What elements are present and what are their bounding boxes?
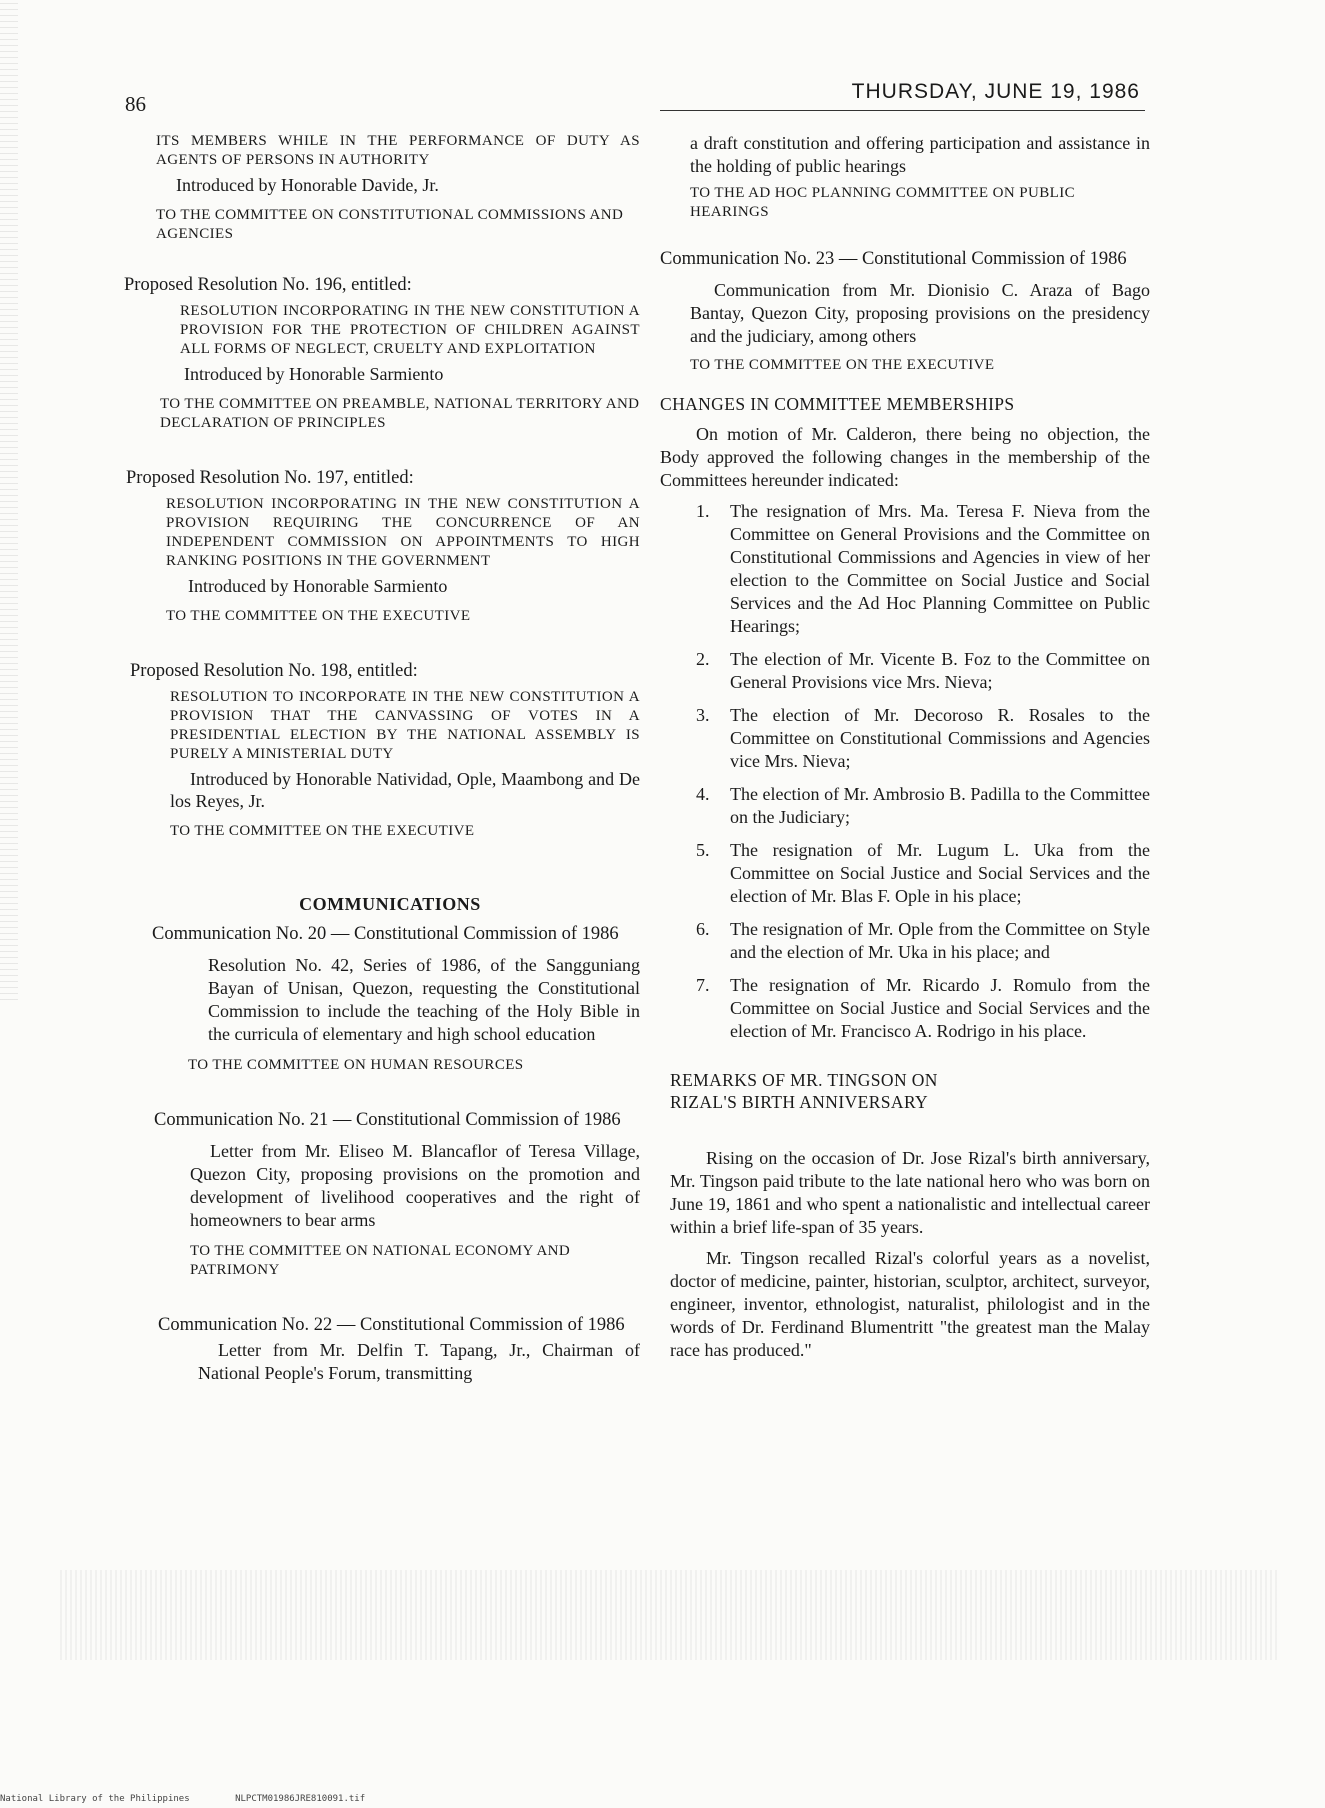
committee-referral: TO THE COMMITTEE ON CONSTITUTIONAL COMMISSIONS AND AGENCIES [156, 207, 624, 242]
item-number: 7. [696, 975, 710, 995]
communication-22 [158, 1314, 640, 1385]
item-text: The resignation of Mrs. Ma. Teresa F. Nieva from the Committee on General Provisions and the Committee on Constitutional Commissions and Agencies in view of her election to the Committee on Social Justice and Social Services and the Ad Hoc Planning Committee on Public Hearings; [730, 501, 1150, 636]
item-number: 4. [696, 784, 710, 804]
communication-body: Letter from Mr. Eliseo M. Blancaflor of Teresa Village, Quezon City, proposing provisions on the promotion and development of livelihood cooperatives and the right of homeowners to bear arms [190, 1141, 640, 1230]
remarks-paragraph: Rising on the occasion of Dr. Jose Rizal's birth anniversary, Mr. Tingson paid tribute to the late national hero who was born on June 19, 1861 and who spent a nationalistic and intellectual career within a brief life-span of 35 years. [670, 1148, 1150, 1237]
item-number: 3. [696, 705, 710, 725]
item-number: 5. [696, 840, 710, 860]
item-text: The resignation of Mr. Ricardo J. Romulo from the Committee on Social Justice and Social Services and the election of Mr. Francisco A. Rodrigo in his place. [730, 975, 1150, 1041]
list-item [660, 783, 1150, 829]
committee-referral: TO THE COMMITTEE ON THE EXECUTIVE [166, 608, 471, 624]
communication-body: Communication from Mr. Dionisio C. Araza of Bago Bantay, Quezon City, proposing provisions on the presidency and the judiciary, among others [690, 280, 1150, 346]
resolution-title: ITS MEMBERS WHILE IN THE PERFORMANCE OF DUTY AS AGENTS OF PERSONS IN AUTHORITY [156, 133, 640, 168]
introduced-by: Introduced by Honorable Sarmiento [188, 576, 448, 596]
communication-body: Letter from Mr. Delfin T. Tapang, Jr., Chairman of National People's Forum, transmitting [198, 1340, 640, 1383]
resolution-heading: Proposed Resolution No. 196, entitled: [124, 275, 412, 295]
list-item [660, 704, 1150, 773]
communication-heading: Communication No. 20 — Constitutional Commission of 1986 [152, 924, 619, 944]
communication-21 [154, 1109, 640, 1280]
communication-body: Resolution No. 42, Series of 1986, of the Sangguniang Bayan of Unisan, Quezon, requesting the Constitutional Commission to include the teaching of the Holy Bible in the curricula of elementary and high school education [208, 955, 640, 1044]
resolution-197 [126, 467, 640, 626]
resolution-196 [124, 274, 640, 433]
left-column [124, 132, 640, 1419]
item-text: The election of Mr. Ambrosio B. Padilla to the Committee on the Judiciary; [730, 784, 1150, 827]
communication-20 [152, 923, 640, 1075]
remarks-heading: REMARKS OF MR. TINGSON ON RIZAL'S BIRTH ANNIVERSARY [670, 1070, 938, 1112]
committee-referral: TO THE AD HOC PLANNING COMMITTEE ON PUBLIC HEARINGS [690, 185, 1075, 220]
resolution-title: RESOLUTION TO INCORPORATE IN THE NEW CONSTITUTION A PROVISION THAT THE CANVASSING OF VOTES IN A PRESIDENTIAL ELECTION BY THE NATIONAL ASSEMBLY IS PURELY A MINISTERIAL DUTY [170, 689, 640, 762]
item-text: The resignation of Mr. Lugum L. Uka from the Committee on Social Justice and Social Services and the election of Mr. Blas F. Ople in his place; [730, 840, 1150, 906]
committee-referral: TO THE COMMITTEE ON PREAMBLE, NATIONAL TERRITORY AND DECLARATION OF PRINCIPLES [160, 396, 640, 431]
resolution-title: RESOLUTION INCORPORATING IN THE NEW CONSTITUTION A PROVISION REQUIRING THE CONCURRENCE OF AN INDEPENDENT COMMISSION ON APPOINTMENTS TO HIGH RANKING POSITIONS IN THE GOVERNMENT [166, 496, 640, 569]
committee-referral: TO THE COMMITTEE ON THE EXECUTIVE [170, 823, 475, 839]
committee-referral: TO THE COMMITTEE ON NATIONAL ECONOMY AND PATRIMONY [190, 1243, 571, 1278]
changes-heading: CHANGES IN COMMITTEE MEMBERSHIPS [660, 394, 1015, 414]
item-text: The resignation of Mr. Ople from the Committee on Style and the election of Mr. Uka in his place; and [730, 919, 1150, 962]
changes-intro: On motion of Mr. Calderon, there being no objection, the Body approved the following changes in the membership of the Committees hereunder indicated: [660, 424, 1150, 490]
communication-23 [660, 248, 1150, 375]
committee-referral: TO THE COMMITTEE ON THE EXECUTIVE [690, 357, 995, 373]
page-footer [0, 1794, 405, 1804]
communication-body: a draft constitution and offering participation and assistance in the holding of public hearings [690, 133, 1150, 176]
communications-heading: COMMUNICATIONS [299, 894, 481, 914]
list-item [660, 918, 1150, 964]
continued-resolution [140, 132, 640, 244]
file-name: NLPCTM01986JRE810091.tif [235, 1794, 366, 1804]
right-column [660, 132, 1150, 1370]
communication-22-continued [660, 132, 1150, 222]
resolution-heading: Proposed Resolution No. 198, entitled: [130, 661, 418, 681]
header-rule [660, 110, 1145, 111]
communication-heading: Communication No. 22 — Constitutional Commission of 1986 [158, 1315, 625, 1335]
list-item [660, 500, 1150, 638]
list-item [660, 648, 1150, 694]
communication-heading: Communication No. 23 — Constitutional Commission of 1986 [660, 249, 1127, 269]
resolution-heading: Proposed Resolution No. 197, entitled: [126, 468, 414, 488]
list-item [660, 839, 1150, 908]
introduced-by: Introduced by Honorable Natividad, Ople, Maambong and De los Reyes, Jr. [170, 769, 640, 811]
introduced-by: Introduced by Honorable Davide, Jr. [176, 175, 439, 195]
item-number: 1. [696, 501, 710, 521]
scan-artifact [60, 1570, 1280, 1660]
resolution-198 [130, 660, 640, 841]
page-date: THURSDAY, JUNE 19, 1986 [851, 80, 1140, 103]
communication-heading: Communication No. 21 — Constitutional Commission of 1986 [154, 1110, 621, 1130]
committee-referral: TO THE COMMITTEE ON HUMAN RESOURCES [188, 1057, 524, 1073]
introduced-by: Introduced by Honorable Sarmiento [184, 364, 444, 384]
item-number: 6. [696, 919, 710, 939]
page-number: 86 [125, 92, 146, 116]
item-text: The election of Mr. Vicente B. Foz to the Committee on General Provisions vice Mrs. Nieva; [730, 649, 1150, 692]
item-number: 2. [696, 649, 710, 669]
library-credit: National Library of the Philippines [0, 1794, 190, 1804]
resolution-title: RESOLUTION INCORPORATING IN THE NEW CONSTITUTION A PROVISION FOR THE PROTECTION OF CHILDREN AGAINST ALL FORMS OF NEGLECT, CRUELTY AND EXPLOITATION [180, 303, 640, 357]
remarks-paragraph: Mr. Tingson recalled Rizal's colorful years as a novelist, doctor of medicine, painter, historian, sculptor, architect, surveyor, engineer, inventor, ethnologist, naturalist, philologist and in the words of Dr. Ferdinand Blumentritt "the greatest man the Malay race has produced." [670, 1248, 1150, 1360]
list-item [660, 974, 1150, 1043]
changes-list [660, 500, 1150, 1043]
item-text: The election of Mr. Decoroso R. Rosales to the Committee on Constitutional Commissions and Agencies vice Mrs. Nieva; [730, 705, 1150, 771]
page-header [0, 78, 1325, 118]
scan-margin-artifact [0, 0, 18, 1000]
